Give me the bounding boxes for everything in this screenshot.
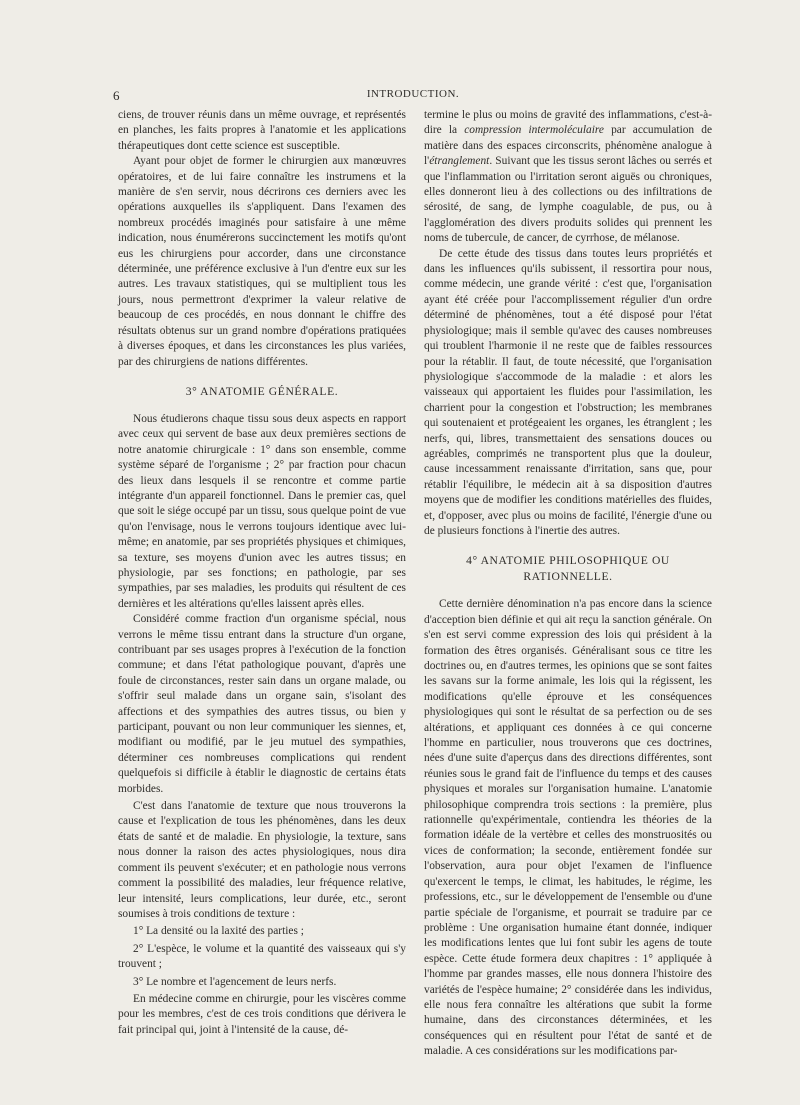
running-head: INTRODUCTION. <box>366 88 460 100</box>
section-heading: 3° ANATOMIE GÉNÉRALE. <box>185 384 339 398</box>
right-column <box>424 108 712 1060</box>
text-run: . Suivant que les tissus seront lâches ou serrés et que l'inflammation ou l'irritation seront aiguës ou chroniques, elles donneront lieu à des collections ou des infiltrations de sérosité, de sang, de lymphe coagulable, de pus, ou à l'agglomération des divers produits solides qui prennent les noms de tubercule, de cancer, de cyrrhose, de mélanose. <box>424 155 712 245</box>
paragraph: ciens, de trouver réunis dans un même ouvrage, et représentés en planches, les faits propres à l'anatomie et les applications thérapeutiques dont cette science est susceptible. <box>118 109 406 152</box>
page-header <box>113 88 713 106</box>
page-number: 6 <box>113 88 120 103</box>
paragraph: Considéré comme fraction d'un organisme spécial, nous verrons le même tissu entrant dans la structure d'un organe, contribuant par ses usages propres à l'exécution de la fonction commune; et dans l'état pathologique pouvant, d'après une foule de circonstances, rester sain dans un organe malade, ou s'offrir seul malade dans un organe sain, s'isolant des affections et des sympathies des autres tissus, ou bien y participant, pouvant ou non leur communiquer les siennes, et, modifiant ou modifié, par le jeu mutuel des sympathies, déterminer ces nombreuses complications qui rendent quelquefois si difficile à établir le diagnostic de certains états morbides. <box>118 613 406 795</box>
italic-term: compression intermoléculaire <box>464 124 604 137</box>
list-item: 3° Le nombre et l'agencement de leurs nerfs. <box>133 975 337 988</box>
paragraph: C'est dans l'anatomie de texture que nous trouverons la cause et l'explication de tous les phénomènes, dans les deux états de santé et de maladie. En physiologie, la texture, sans nous donner la raison des actes physiologiques, nous dira comment ils peuvent s'exécuter; et en pathologie nous verrons comment la possibilité des maladies, leur fréquence relative, leur intensité, leurs complications, leur durée, etc., seront soumises à trois conditions de texture : <box>118 800 406 920</box>
left-column <box>118 108 406 1038</box>
list-item: 2° L'espèce, le volume et la quantité des vaisseaux qui s'y trouvent ; <box>118 942 406 971</box>
text-run: par accumulation de matière dans des espaces circonscrits, phénomène analogue à l' <box>424 124 712 168</box>
italic-term: étranglement <box>429 155 490 168</box>
paragraph: Cette dernière dénomination n'a pas encore dans la science d'acception bien définie et qui ait reçu la sanction générale. On s'en est servi comme expression des lois qui président à la formation des êtres organisés. Généralisant sous ce titre les doctrines ou, en d'autres termes, les opinions que se sont faites les savans sur la forme animale, les lois qui la régissent, les modifications qu'elle éprouve et les conséquences physiologiques qui sont le résultat de sa perfection ou de ses altérations, et appliquant ces données à ce qui concerne l'homme en particulier, nous trouverons que ces doctrines, nées d'une suite d'aperçus dans des directions différentes, sont réunies sous le grand fait de l'influence du temps et des causes physiques et morales sur l'organisation humaine. L'anatomie philosophique comprendra trois sections : la première, plus rationnelle qu'expérimentale, contiendra les théories de la formation idéale de la vertèbre et celles des monstruosités ou vices de conformation; la seconde, entièrement fondée sur l'observation, aura pour objet l'examen de l'influence qu'exercent le temps, le climat, les habitudes, le régime, les professions, etc., sur le développement de l'ensemble ou d'une partie spéciale de l'organisme, et pourrait se traduire par ce problème : Une organisation humaine étant donnée, indiquer les modifications lentes que lui font subir les agens de toute espèce. Cette étude formera deux chapitres : 1° appliquée à l'homme par grandes masses, elle nous donnera l'histoire des variétés de l'espèce humaine; 2° considérée dans les individus, elle nous fera connaître les altérations que subit la forme humaine, dans des circonstances déterminées, et les conséquences qui en résultent pour l'état de santé et de maladie. A ces considérations sur les modifications par- <box>424 598 712 1058</box>
paragraph: Nous étudierons chaque tissu sous deux aspects en rapport avec ceux qui servent de base aux deux premières sections de notre anatomie chirurgicale : 1° dans son ensemble, comme système séparé de l'organisme ; 2° par fraction pour chacun des lieux dans lesquels il se rencontre et comme partie intégrante d'un appareil fonctionnel. Dans le premier cas, quel que soit le siége occupé par un tissu, sous quelque point de vue qu'on l'envisage, nous le verrons toujours identique avec lui-même; en anatomie, par ses propriétés physiques et chimiques, sa texture, ses moyens d'union avec les autres tissus; en physiologie, par ses fonctions; en pathologie, par ses sympathies, par ses maladies, les produits qui résultent de ces dernières et les altérations qu'elles laissent après elles. <box>118 412 406 610</box>
text-run: termine le plus ou moins de gravité des inflammations, c'est-à-dire la <box>424 109 712 137</box>
paragraph: De cette étude des tissus dans toutes leurs propriétés et dans les influences qu'ils subissent, il ressortira pour nous, comme médecin, une grande vérité : c'est que, l'organisation ayant été créée pour l'accomplissement régulier d'un ordre déterminé de phénomènes, tout a été disposé pour l'état physiologique; mais il semble qu'avec des causes nombreuses qui troublent l'harmonie il ne reste que de faibles ressources pour la rétablir. Il faut, de toute nécessité, que l'organisation physiologique s'accommode de la maladie : et alors les vaisseaux qui apportaient les fluides pour l'assimilation, les charrient pour la congestion et l'obstruction; les membranes qui soutenaient et protégeaient les organes, les étranglent ; les nerfs, qui, libres, transmettaient des sensations douces ou agréables, comprimés ne transportent plus que la douleur, cause incessamment renaissante d'irritation, sans que, pour rétablir l'équilibre, le médecin ait à sa disposition d'autres moyens que de modifier les conditions matérielles des fluides, et, d'opposer, avec plus ou moins de facilité, l'énergie d'une ou de plusieurs fonctions à l'inertie des autres. <box>424 247 712 537</box>
section-heading: 4° ANATOMIE PHILOSOPHIQUE OU RATIONNELLE. <box>466 554 670 584</box>
paragraph: En médecine comme en chirurgie, pour les viscères comme pour les membres, c'est de ces trois conditions que dérivera le fait principal qui, joint à l'intensité de la cause, dé- <box>118 992 406 1036</box>
paragraph <box>424 108 712 247</box>
list-item: 1° La densité ou la laxité des parties ; <box>133 925 304 938</box>
paragraph: Ayant pour objet de former le chirurgien aux manœuvres opératoires, et de lui faire connaître les instrumens et la manière de s'en servir, nous décrirons ces derniers avec les opérations auxquelles ils s'appliquent. Dans l'examen des nombreux procédés imaginés pour satisfaire à une même indication, nous énumérerons succinctement les motifs qu'ont eus les chirurgiens pour accorder, dans une circonstance déterminée, une préférence exclusive à l'un d'entre eux sur les autres. Les travaux statistiques, qui se multiplient tous les jours, nous permettront d'exprimer la valeur relative de beaucoup de ces procédés, en nous donnant le chiffre des résultats obtenus sur un grand nombre d'opérations pratiquées à diverses époques, et dans les circonstances les plus variées, par des chirurgiens de nations différentes. <box>118 155 406 368</box>
